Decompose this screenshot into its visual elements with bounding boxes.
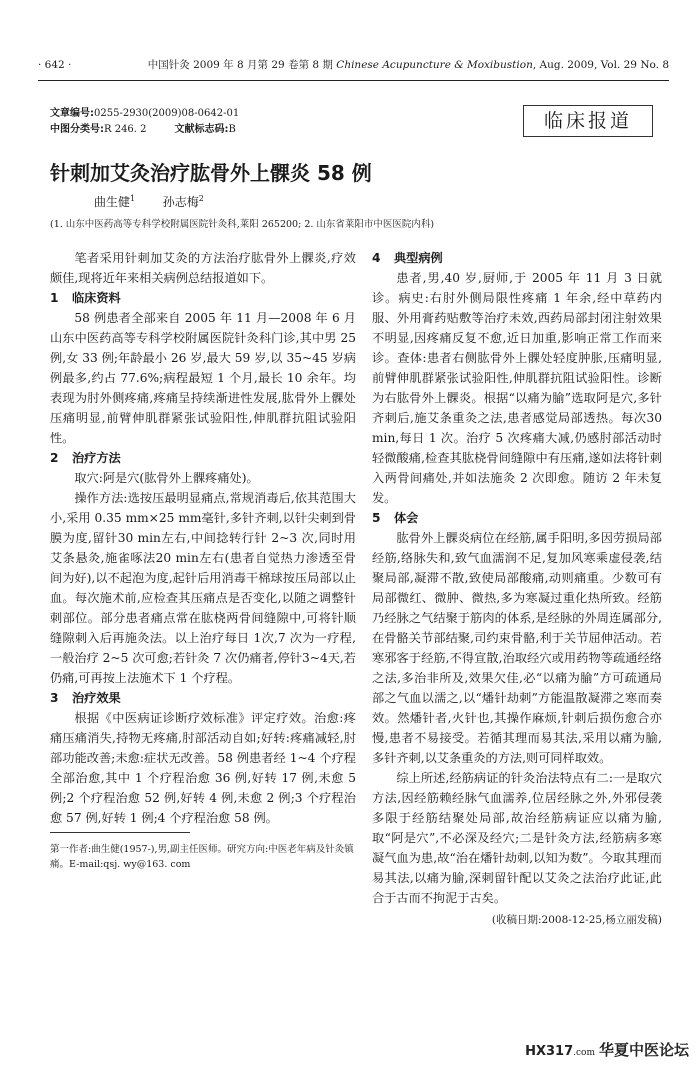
journal-en: Chinese Acupuncture & Moxibustion xyxy=(336,59,533,71)
watermark-brand: 华夏中医论坛 xyxy=(598,1041,689,1059)
received-date: (收稿日期:2008-12-25,杨立丽发稿) xyxy=(491,914,662,926)
journal-cn: 中国针灸 2009 年 8 月第 29 卷第 8 期 xyxy=(147,59,333,71)
paragraph: 综上所述,经筋病证的针灸治法特点有二:一是取穴方法,因经筋赖经脉气血濡养,位居经脉之外,外邪侵袭多限于经筋结聚处局部,故治经筋病证应以痛为腧,取“阿是穴”,不必深及经穴;二是针灸方法,经筋病多寒凝气血为患,故“治在燔针劫刺,以知为数”。今取其理而易其法,以痛为腧,深刺留针配以艾灸之法治疗此证,此合于古而不拘泥于古矣。 xyxy=(372,771,662,905)
footnote-rule xyxy=(50,832,190,833)
paragraph: 取穴:阿是穴(肱骨外上髁疼痛处)。 xyxy=(74,471,259,485)
journal-issue: , Aug. 2009, Vol. 29 No. 8 xyxy=(532,59,669,71)
author-1: 曲生健 xyxy=(94,195,131,209)
watermark-site: HX317 xyxy=(525,1044,574,1059)
authors: 曲生健$^1$ 孙志梅$^2$ xyxy=(94,194,204,209)
author-2: 孙志梅 xyxy=(162,195,199,209)
paragraph: 58 例患者全部来自 2005 年 11 月—2008 年 6 月山东中医药高等专科学校附属医院针灸科门诊,其中男 25 例,女 33 例;年龄最小 26 岁,最大 59 岁,以 35~45 岁病例最多,约占 77.6%;病程最短 1 个月,最长 10 余年。均表现为肘外侧疼痛,疼痛呈持续渐进性发展,肱骨外上髁处压痛明显,前臂伸肌群紧张试验阳性,伸肌群抗阻试验阳性。 xyxy=(50,311,356,445)
watermark xyxy=(525,1039,689,1060)
classification: 中图分类号:R 246. 2 文献标志码:B xyxy=(50,124,236,135)
affiliation: (1. 山东中医药高等专科学校附属医院针灸科,莱阳 265200; 2. 山东省莱阳市中医医院内科) xyxy=(50,219,435,230)
page-number: · 642 · xyxy=(38,59,72,71)
paragraph: 患者,男,40 岁,厨师,于 2005 年 11 月 3 日就诊。病史:右肘外侧局限性疼痛 1 年余,经中草药内服、外用膏药贴敷等治疗未效,西药局部封闭注射效果不明显,因疼痛反复不愈,近日加重,影响正常工作而来诊。查体:患者右侧肱骨外上髁处轻度肿胀,压痛明显,前臂伸肌群紧张试验阳性,伸肌群抗阻试验阳性。诊断为右肱骨外上髁炎。根据“以痛为腧”选取阿是穴,多针齐刺后,施艾条重灸之法,患者感觉局部透热。每次30 min,每日 1 次。治疗 5 次疼痛大减,仍感肘部活动时轻微酸痛,检查其肱桡骨间缝隙中有压痛,遂如法将针刺入两骨间痛处,并如法施灸 2 次即愈。随访 2 年未复发。 xyxy=(372,271,662,505)
paragraph: 操作方法:选按压最明显痛点,常规消毒后,依其范围大小,采用 0.35 mm×25 mm毫针,多针齐刺,以针尖刺到骨膜为度,留针30 min左右,中间捻转行针 2~3 次,同时用艾条悬灸,施雀啄法20 min左右(患者自觉热力渗透至骨间为好),以不起泡为度,起针后用消毒干棉球按压局部以止血。每次施术前,应检查其压痛点是否变化,以随之调整针刺部位。部分患者痛点常在肱桡两骨间缝隙中,可将针顺缝隙刺入后再施灸法。以上治疗每日 1次,7 次为一疗程,一般治疗 2~5 次可愈;若针灸 7 次仍痛者,停针3~4天,若仍痛,可再按上法施术下 1 个疗程。 xyxy=(50,491,356,685)
header-rule xyxy=(38,80,669,81)
article-number: 文章编号:0255-2930(2009)08-0642-01 xyxy=(50,108,240,119)
intro-paragraph: 笔者采用针刺加艾灸的方法治疗肱骨外上髁炎,疗效颇佳,现将近年来相关病例总结报道如下。 xyxy=(50,251,356,285)
journal-citation xyxy=(148,58,669,72)
section-heading: 1 临床资料 xyxy=(50,291,121,305)
watermark-com: .com xyxy=(573,1048,595,1058)
section-badge: 临床报道 xyxy=(523,105,653,137)
left-column xyxy=(50,248,356,828)
section-heading: 4 典型病例 xyxy=(372,251,443,265)
paragraph: 肱骨外上髁炎病位在经筋,属手阳明,多因劳损局部经筋,络脉失和,致气血濡润不足,复加风寒乘虚侵袭,结聚局部,凝滞不散,致使局部酸痛,动则痛重。少数可有局部微红、微肿、微热,多为寒凝过重化热所致。经筋乃经脉之气结聚于筋肉的体系,是经脉的外周连属部分,在骨骼关节部结聚,司约束骨骼,利于关节屈伸活动。若寒邪客于经筋,不得宣散,治取经穴或用药物等疏通经络之法,多治非所及,效果欠佳,必“以痛为腧”方可疏通局部之气血以濡之,以“燔针劫刺”方能温散凝滞之寒而奏效。然燔针者,火针也,其操作麻烦,针刺后损伤愈合亦慢,患者不易接受。若循其理而易其法,采用以痛为腧,多针齐刺,以艾条重灸的方法,则可同样取效。 xyxy=(372,531,662,765)
section-heading: 5 体会 xyxy=(372,511,419,525)
article-title: 针刺加艾灸治疗肱骨外上髁炎 58 例 xyxy=(50,161,372,185)
paragraph: 根据《中医病证诊断疗效标准》评定疗效。治愈:疼痛压痛消失,持物无疼痛,肘部活动自如;好转:疼痛减轻,肘部功能改善;未愈:症状无改善。58 例患者经 1~4 个疗程全部治愈,其中 1 个疗程治愈 36 例,好转 17 例,未愈 5 例;2 个疗程治愈 52 例,好转 4 例,未愈 2 例;3 个疗程治愈 57 例,好转 1 例;4 个疗程治愈 58 例。 xyxy=(50,711,356,825)
section-heading: 2 治疗方法 xyxy=(50,451,121,465)
right-column xyxy=(372,248,662,930)
footnote: 第一作者:曲生健(1957-),男,副主任医师。研究方向:中医老年病及针灸镇痛。E-mail:qsj. wy@163. com xyxy=(50,844,354,870)
section-heading: 3 治疗效果 xyxy=(50,691,121,705)
